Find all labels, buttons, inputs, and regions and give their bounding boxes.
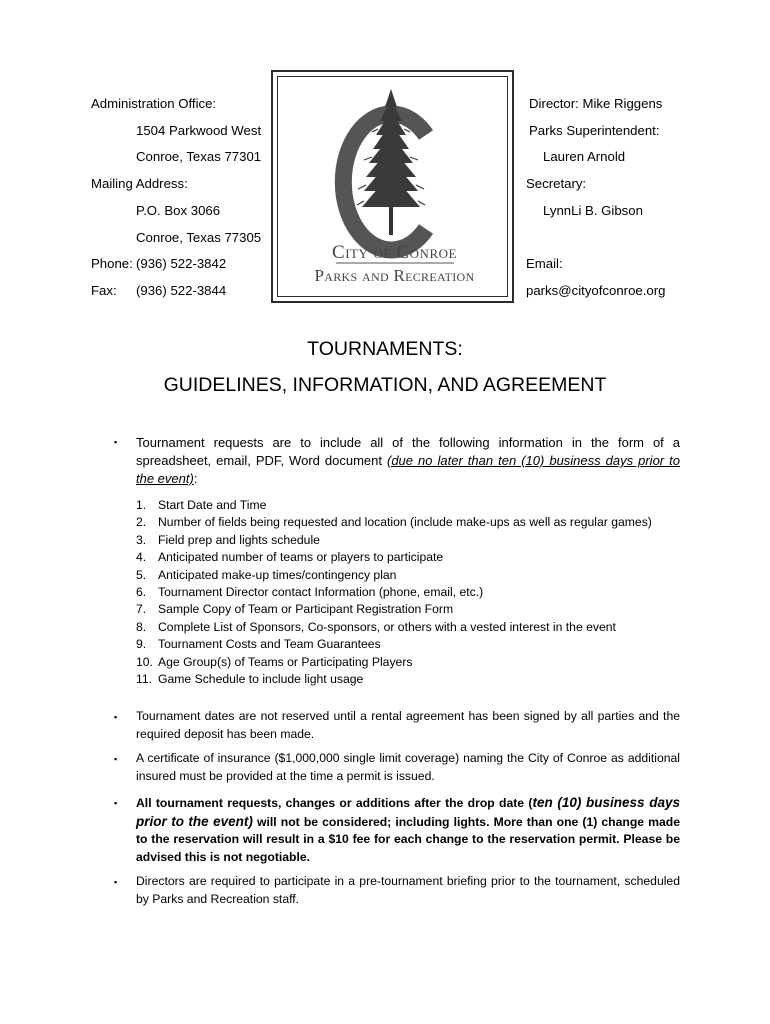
logo-text-parks: Parks and Recreation (314, 266, 475, 285)
list-item (136, 584, 696, 601)
list-item-number: 1. (136, 498, 147, 512)
list-item-number: 8. (136, 619, 147, 634)
list-item-text: Tournament Director contact Information (phone, email, etc.) (158, 584, 484, 599)
mailing-po-box: P.O. Box 3066 (136, 203, 221, 218)
director-line: Director: Mike Riggens (529, 96, 663, 111)
list-item-text: Complete List of Sponsors, Co-sponsors, or others with a vested interest in the event (158, 619, 616, 634)
mailing-address-label: Mailing Address: (91, 176, 188, 191)
list-item-number: 2. (136, 515, 147, 530)
list-item-text: Anticipated make-up times/contingency plan (158, 567, 397, 582)
list-item (136, 671, 696, 688)
list-item-text: Anticipated number of teams or players to participate (158, 550, 444, 565)
list-item-number: 11. (136, 671, 153, 686)
bullet-4-tail: will not be considered; including lights. More than one (1) change made to the reservation will result in a $10 fee for each change to the reservation permit. Please be advised this is not negotiable. (136, 814, 680, 864)
list-item-number: 9. (136, 637, 147, 652)
list-item-text: Field prep and lights schedule (158, 532, 320, 547)
bullet-marker-4: ▪ (114, 798, 118, 808)
phone-label: Phone: (91, 256, 133, 271)
list-item (136, 619, 696, 636)
admin-office-street: 1504 Parkwood West (136, 123, 262, 138)
list-item-text: Age Group(s) of Teams or Participating Players (158, 654, 413, 669)
bullet-marker-2: ▪ (114, 712, 118, 722)
bullet-1-text (136, 434, 680, 488)
bullet-1-deadline: (due no later than ten (10) business days prior to the event) (136, 453, 680, 486)
secretary-label: Secretary: (526, 176, 587, 191)
logo-frame (271, 70, 514, 303)
list-item (136, 654, 696, 671)
list-item (136, 636, 696, 653)
list-item-number: 3. (136, 532, 147, 547)
list-item (136, 514, 696, 531)
list-item (136, 497, 696, 514)
bullet-4-lead: All tournament requests, changes or additions after the drop date ( (136, 796, 533, 810)
list-item-text: Sample Copy of Team or Participant Registration Form (158, 602, 454, 617)
list-item-text: Game Schedule to include light usage (158, 671, 364, 686)
list-item (136, 532, 696, 549)
list-item-number: 7. (136, 602, 147, 617)
list-item-text: Tournament Costs and Team Guarantees (158, 637, 381, 652)
bullet-marker-3: ▪ (114, 754, 118, 764)
list-item (136, 601, 696, 618)
admin-office-label: Administration Office: (91, 96, 217, 111)
bullet-marker-5: ▪ (114, 877, 118, 887)
logo-inner-frame (277, 76, 508, 297)
page-subtitle: GUIDELINES, INFORMATION, AND AGREEMENT (163, 374, 607, 396)
page-title: TOURNAMENTS: (307, 338, 463, 360)
list-item-text: Start Date and Time (158, 498, 267, 512)
superintendent-label: Parks Superintendent: (529, 123, 660, 138)
list-item (136, 549, 696, 566)
email-label: Email: (526, 256, 563, 271)
fax-label: Fax: (91, 283, 117, 298)
requirements-list (136, 497, 696, 688)
bullet-1-tail: : (193, 471, 198, 486)
bullet-4-deadline: ten (10) business days prior to the event) (136, 795, 680, 829)
list-item-text: Number of fields being requested and location (include make-ups as well as regular games) (158, 515, 652, 530)
bullet-3-text: A certificate of insurance ($1,000,000 single limit coverage) naming the City of Conroe as additional insured must be provided at the time a permit is issued. (136, 751, 680, 783)
list-item-number: 6. (136, 584, 147, 599)
bullet-marker-1: ▪ (114, 437, 118, 447)
list-item-number: 10. (136, 654, 153, 669)
list-item (136, 567, 696, 584)
list-item-number: 4. (136, 550, 147, 565)
bullet-1-body: Tournament requests are to include all of the following information in the form of a spreadsheet, email, PDF, Word document (136, 435, 680, 468)
phone-value: (936) 522-3842 (136, 256, 227, 271)
email-value[interactable]: parks@cityofconroe.org (526, 283, 666, 298)
admin-office-city: Conroe, Texas 77301 (136, 149, 262, 164)
bullet-2-text: Tournament dates are not reserved until a rental agreement has been signed by all parties and the required deposit has been made. (136, 709, 680, 741)
logo-text-city: City of Conroe (332, 242, 457, 263)
list-item-number: 5. (136, 567, 147, 582)
secretary-name: LynnLi B. Gibson (543, 203, 643, 218)
bullet-5-text: Directors are required to participate in a pre-tournament briefing prior to the tournament, scheduled by Parks and Recreation staff. (136, 874, 680, 906)
bullet-4-text (136, 794, 680, 866)
superintendent-name: Lauren Arnold (543, 149, 626, 164)
fax-value: (936) 522-3844 (136, 283, 227, 298)
mailing-city: Conroe, Texas 77305 (136, 230, 262, 245)
